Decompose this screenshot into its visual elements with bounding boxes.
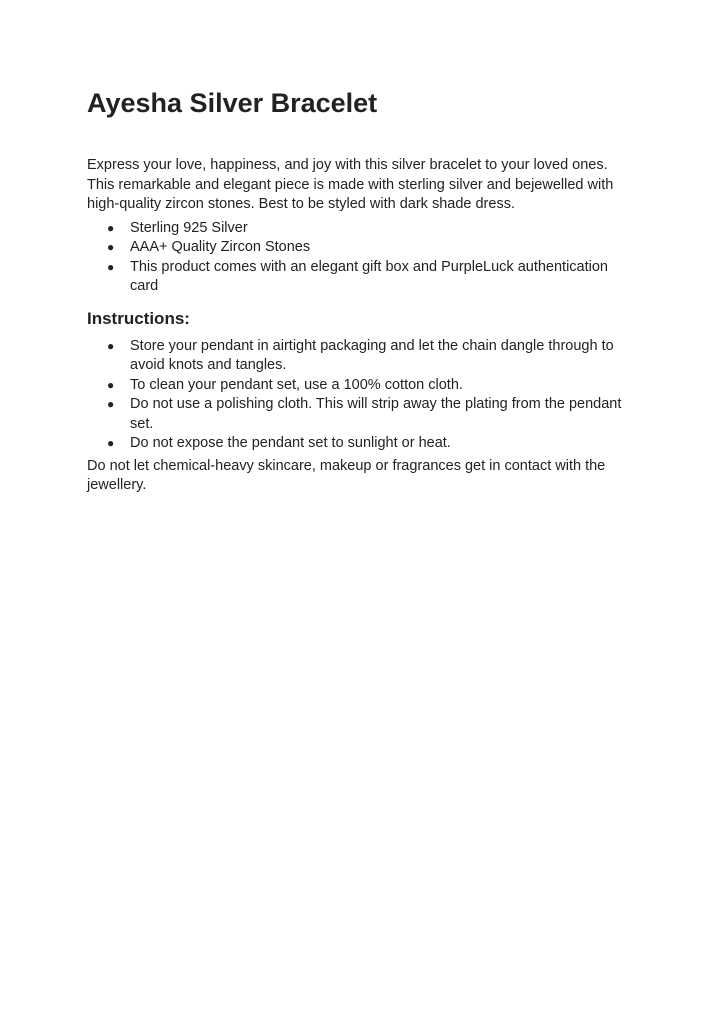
- bullet-icon: ●: [107, 338, 115, 353]
- instructions-heading: Instructions:: [87, 308, 190, 328]
- feature-text: AAA+ Quality Zircon Stones: [130, 239, 311, 255]
- feature-text: This product comes with an elegant gift box and PurpleLuck authentication card: [130, 258, 608, 294]
- document-content: [87, 86, 635, 496]
- instruction-item: [87, 376, 635, 396]
- bullet-icon: ●: [107, 377, 115, 392]
- bullet-icon: ●: [107, 436, 115, 450]
- instruction-item: [87, 337, 635, 376]
- instruction-item: [87, 395, 635, 434]
- instruction-text: To clean your pendant set, use a 100% cotton cloth.: [130, 376, 463, 393]
- bullet-icon: ●: [107, 220, 115, 235]
- care-note: Do not let chemical-heavy skincare, makeup or fragrances get in contact with the jewellery.: [87, 457, 606, 493]
- bullet-icon: ●: [107, 240, 115, 254]
- feature-item: [87, 219, 635, 239]
- bullet-icon: ●: [107, 259, 115, 274]
- instruction-text: Store your pendant in airtight packaging and let the chain dangle through to avoid knots and tangles.: [130, 337, 614, 373]
- feature-list: [87, 219, 635, 297]
- feature-item: [87, 258, 635, 297]
- feature-text: Sterling 925 Silver: [130, 219, 248, 236]
- instruction-text: Do not use a polishing cloth. This will strip away the plating from the pendant set.: [130, 396, 622, 432]
- feature-item: [87, 238, 635, 258]
- bullet-icon: ●: [107, 397, 115, 411]
- product-description: Express your love, happiness, and joy with this silver bracelet to your loved ones. This remarkable and elegant piece is made with sterling silver and bejewelled with high-quality zircon stones. Best to be styled with dark shade dress.: [87, 157, 614, 212]
- instructions-list: [87, 337, 635, 454]
- product-title: Ayesha Silver Bracelet: [87, 88, 378, 118]
- instruction-text: Do not expose the pendant set to sunlight or heat.: [130, 435, 451, 451]
- instruction-item: [87, 434, 635, 454]
